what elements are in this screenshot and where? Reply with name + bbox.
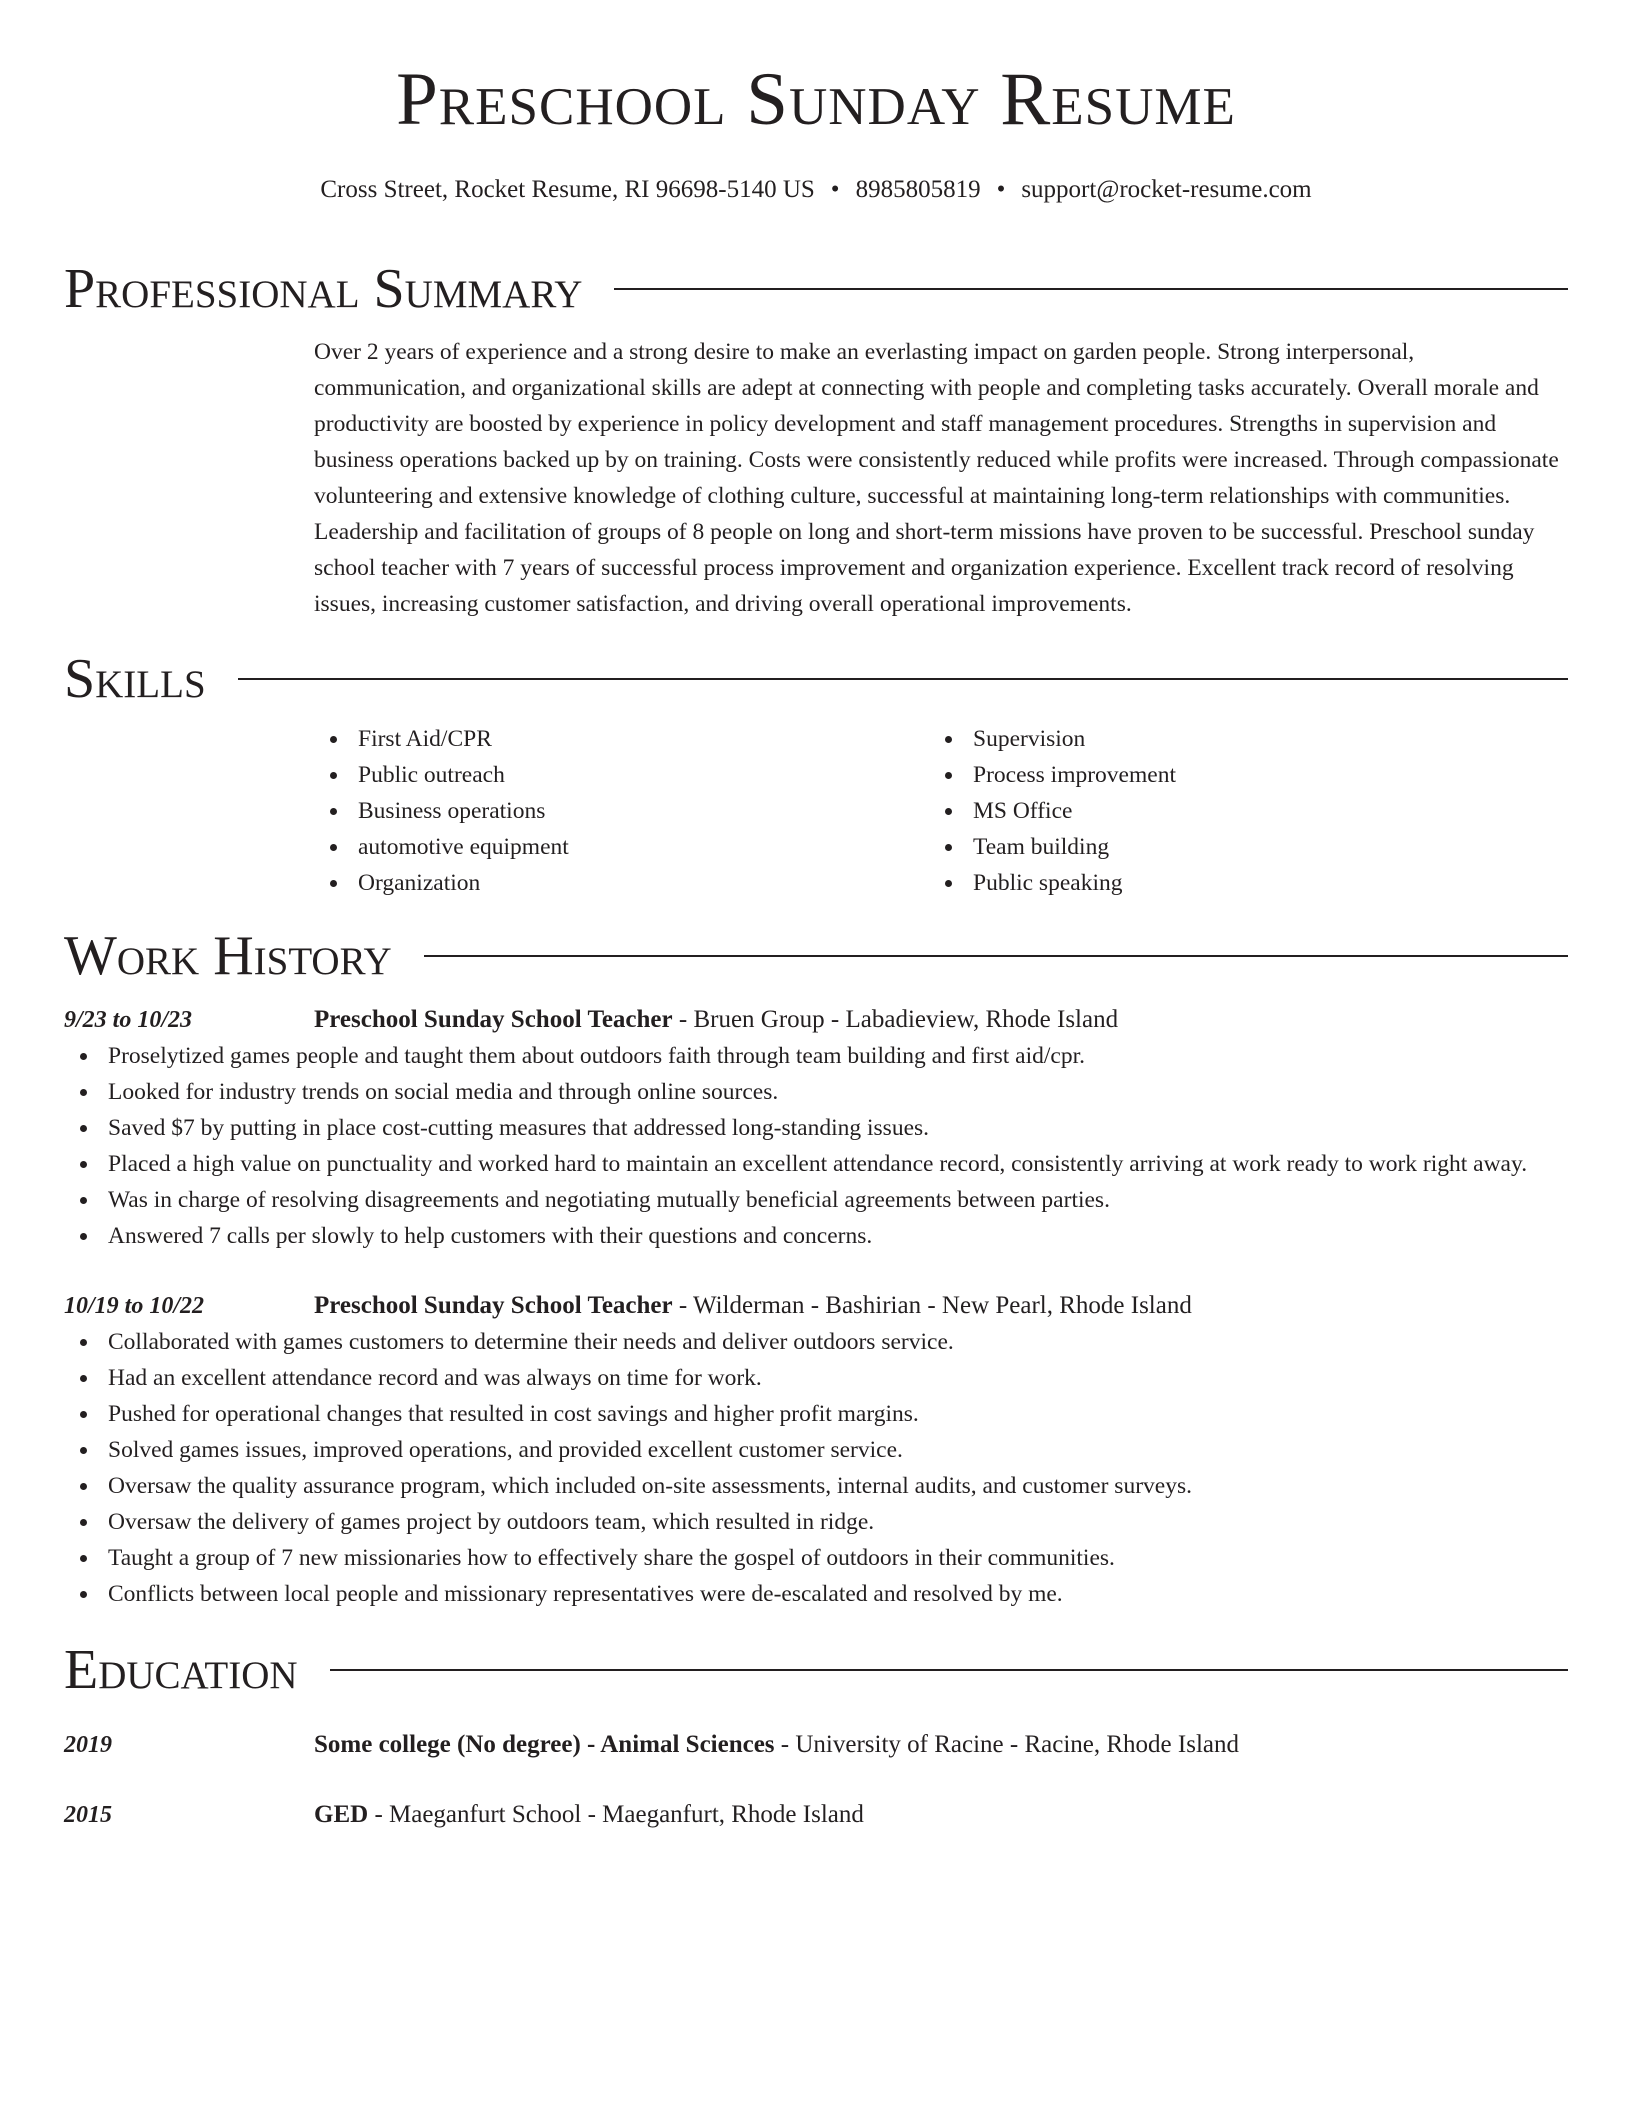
skill-item: First Aid/CPR bbox=[314, 721, 929, 757]
job-bullet: Answered 7 calls per slowly to help customers with their questions and concerns. bbox=[64, 1218, 1568, 1254]
job-dates: 9/23 to 10/23 bbox=[64, 1007, 193, 1033]
job-bullet: Placed a high value on punctuality and worked hard to maintain an excellent attendance record, consistently arriving at work ready to work right away. bbox=[64, 1146, 1568, 1182]
job-bullet: Oversaw the delivery of games project by outdoors team, which resulted in ridge. bbox=[64, 1504, 1568, 1540]
skills-list-left bbox=[314, 721, 929, 901]
job-bullet: Pushed for operational changes that resulted in cost savings and higher profit margins. bbox=[64, 1396, 1568, 1432]
job-entry bbox=[64, 1002, 1568, 1038]
job-bullets bbox=[64, 1038, 1568, 1254]
contact-separator: • bbox=[830, 176, 840, 203]
summary-section-header bbox=[64, 258, 1568, 320]
resume-name: Preschool Sunday Resume bbox=[396, 58, 1236, 141]
job-bullets bbox=[64, 1324, 1568, 1612]
education-school: - Maeganfurt School - Maeganfurt, Rhode Island bbox=[368, 1801, 864, 1828]
job-bullet: Oversaw the quality assurance program, which included on-site assessments, internal audits, and customer surveys. bbox=[64, 1468, 1568, 1504]
section-divider bbox=[614, 288, 1568, 290]
contact-line bbox=[64, 175, 1568, 205]
education-section-header bbox=[64, 1639, 1568, 1701]
skill-item: Business operations bbox=[314, 793, 929, 829]
job-bullet: Proselytized games people and taught them about outdoors faith through team building and first aid/cpr. bbox=[64, 1038, 1568, 1074]
education-degree: GED bbox=[314, 1801, 369, 1828]
summary-heading: Professional Summary bbox=[64, 258, 583, 320]
education-degree: Some college (No degree) - Animal Sciences bbox=[314, 1731, 775, 1758]
work-section-header bbox=[64, 925, 1568, 987]
job-bullet: Was in charge of resolving disagreements and negotiating mutually beneficial agreements between parties. bbox=[64, 1182, 1568, 1218]
job-title-line bbox=[314, 1288, 1192, 1324]
education-year: 2015 bbox=[64, 1802, 112, 1828]
section-divider bbox=[424, 955, 1568, 957]
job-title: Preschool Sunday School Teacher bbox=[314, 1006, 673, 1033]
job-employer: - Bruen Group - Labadieview, Rhode Island bbox=[672, 1006, 1119, 1033]
job-bullet: Collaborated with games customers to determine their needs and deliver outdoors service. bbox=[64, 1324, 1568, 1360]
skills-list-right bbox=[929, 721, 1568, 901]
section-divider bbox=[238, 678, 1568, 680]
job-employer: - Wilderman - Bashirian - New Pearl, Rhode Island bbox=[672, 1292, 1192, 1319]
section-divider bbox=[330, 1669, 1568, 1671]
education-line bbox=[314, 1797, 864, 1833]
education-line bbox=[314, 1727, 1239, 1763]
skills-section-header bbox=[64, 648, 1568, 710]
summary-text: Over 2 years of experience and a strong desire to make an everlasting impact on garden people. Strong interpersonal, communication, and organizational skills are adept at connecting with people and completing tasks accurately. Overall morale and productivity are boosted by experience in policy development and staff management procedures. Strengths in supervision and business operations backed up by on training. Costs were consistently reduced while profits were increased. Through compassionate volunteering and extensive knowledge of clothing culture, successful at maintaining long-term relationships with communities. Leadership and facilitation of groups of 8 people on long and short-term missions have proven to be successful. Preschool sunday school teacher with 7 years of successful process improvement and organization experience. Excellent track record of resolving issues, increasing customer satisfaction, and driving overall operational improvements. bbox=[314, 339, 1559, 617]
job-title-line bbox=[314, 1002, 1118, 1038]
job-bullet: Solved games issues, improved operations, and provided excellent customer service. bbox=[64, 1432, 1568, 1468]
job-bullet: Saved $7 by putting in place cost-cutting measures that addressed long-standing issues. bbox=[64, 1110, 1568, 1146]
skill-item: automotive equipment bbox=[314, 829, 929, 865]
education-heading: Education bbox=[64, 1639, 298, 1701]
work-heading: Work History bbox=[64, 925, 392, 987]
education-entry bbox=[64, 1727, 1568, 1763]
contact-email: support@rocket-resume.com bbox=[1021, 176, 1312, 203]
skill-item: MS Office bbox=[929, 793, 1568, 829]
skill-item: Public outreach bbox=[314, 757, 929, 793]
skill-item: Process improvement bbox=[929, 757, 1568, 793]
job-entry bbox=[64, 1288, 1568, 1324]
contact-address: Cross Street, Rocket Resume, RI 96698-5140 US bbox=[320, 176, 815, 203]
contact-separator: • bbox=[996, 176, 1006, 203]
education-year: 2019 bbox=[64, 1732, 112, 1758]
job-bullet: Looked for industry trends on social media and through online sources. bbox=[64, 1074, 1568, 1110]
job-bullet: Conflicts between local people and missionary representatives were de-escalated and resolved by me. bbox=[64, 1576, 1568, 1612]
skill-item: Supervision bbox=[929, 721, 1568, 757]
skill-item: Organization bbox=[314, 865, 929, 901]
job-title: Preschool Sunday School Teacher bbox=[314, 1292, 673, 1319]
contact-phone: 8985805819 bbox=[855, 176, 981, 203]
education-school: - University of Racine - Racine, Rhode Island bbox=[774, 1731, 1239, 1758]
job-bullet: Had an excellent attendance record and was always on time for work. bbox=[64, 1360, 1568, 1396]
skill-item: Team building bbox=[929, 829, 1568, 865]
skills-heading: Skills bbox=[64, 648, 206, 710]
job-dates: 10/19 to 10/22 bbox=[64, 1293, 205, 1319]
skill-item: Public speaking bbox=[929, 865, 1568, 901]
skills-grid bbox=[314, 721, 1568, 901]
education-entry bbox=[64, 1797, 1568, 1833]
job-bullet: Taught a group of 7 new missionaries how to effectively share the gospel of outdoors in their communities. bbox=[64, 1540, 1568, 1576]
